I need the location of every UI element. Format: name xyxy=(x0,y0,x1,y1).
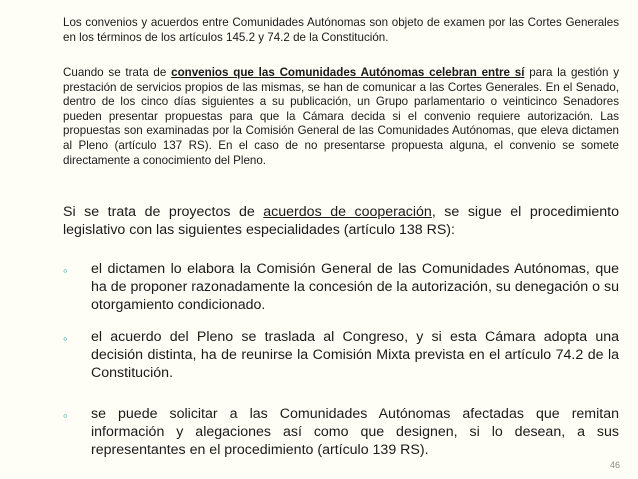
bullet-2-text xyxy=(63,66,619,168)
sub-bullet-icon: ◦ xyxy=(63,263,68,278)
sub-bullet-3-text: se puede solicitar a las Comunidades Autónomas afectadas que remitan información y alegaciones así como que designen, si lo desean, a sus representantes en el procedimiento (artículo 139 RS). xyxy=(91,406,619,458)
bullet-1-text: Los convenios y acuerdos entre Comunidades Autónomas son objeto de examen por las Cortes Generales en los términos de los artículos 145.2 y 74.2 de la Constitución. xyxy=(63,16,619,44)
sub-bullet-1-text: el dictamen lo elabora la Comisión General de las Comunidades Autónomas, que ha de proponer razonadamente la concesión de la autorización, su denegación o su otorgamiento condicionado. xyxy=(91,261,619,313)
bullet-2-pre: Cuando se trata de xyxy=(63,66,172,79)
bullet-3-post: , se sigue el procedimiento legislativo con las siguientes especialidades (artículo 138 RS): xyxy=(63,204,619,238)
bullet-3-emphasis: acuerdos de cooperación xyxy=(263,204,432,220)
page-number: 46 xyxy=(609,460,620,470)
sub-bullet-icon: ◦ xyxy=(63,331,68,346)
sub-bullet-2-text: el acuerdo del Pleno se traslada al Congreso, y si esta Cámara adopta una decisión distinta, ha de reunirse la Comisión Mixta prevista en el artículo 74.2 de la Constitución. xyxy=(91,329,619,381)
bullet-2-emphasis: convenios que las Comunidades Autónomas celebran entre sí xyxy=(171,66,525,79)
bullet-3-text xyxy=(63,203,619,239)
bullet-3-pre: Si se trata de proyectos de xyxy=(63,204,264,220)
sub-bullet-icon: ◦ xyxy=(63,408,68,423)
bullet-2-post: para la gestión y prestación de servicios propios de las mismas, se han de comunicar a las Cortes Generales. En el Senado, dentro de los cinco días siguientes a su publicación, un Grupo parlamentario o veinticinco Senadores pueden presentar propuestas para que la Cámara decida si el convenio requiere autorización. Las propuestas son examinadas por la Comisión General de las Comunidades Autónomas, que eleva dictamen al Pleno (artículo 137 RS). En el caso de no presentarse propuesta alguna, el convenio se somete directamente a conocimiento del Pleno. xyxy=(63,66,619,167)
